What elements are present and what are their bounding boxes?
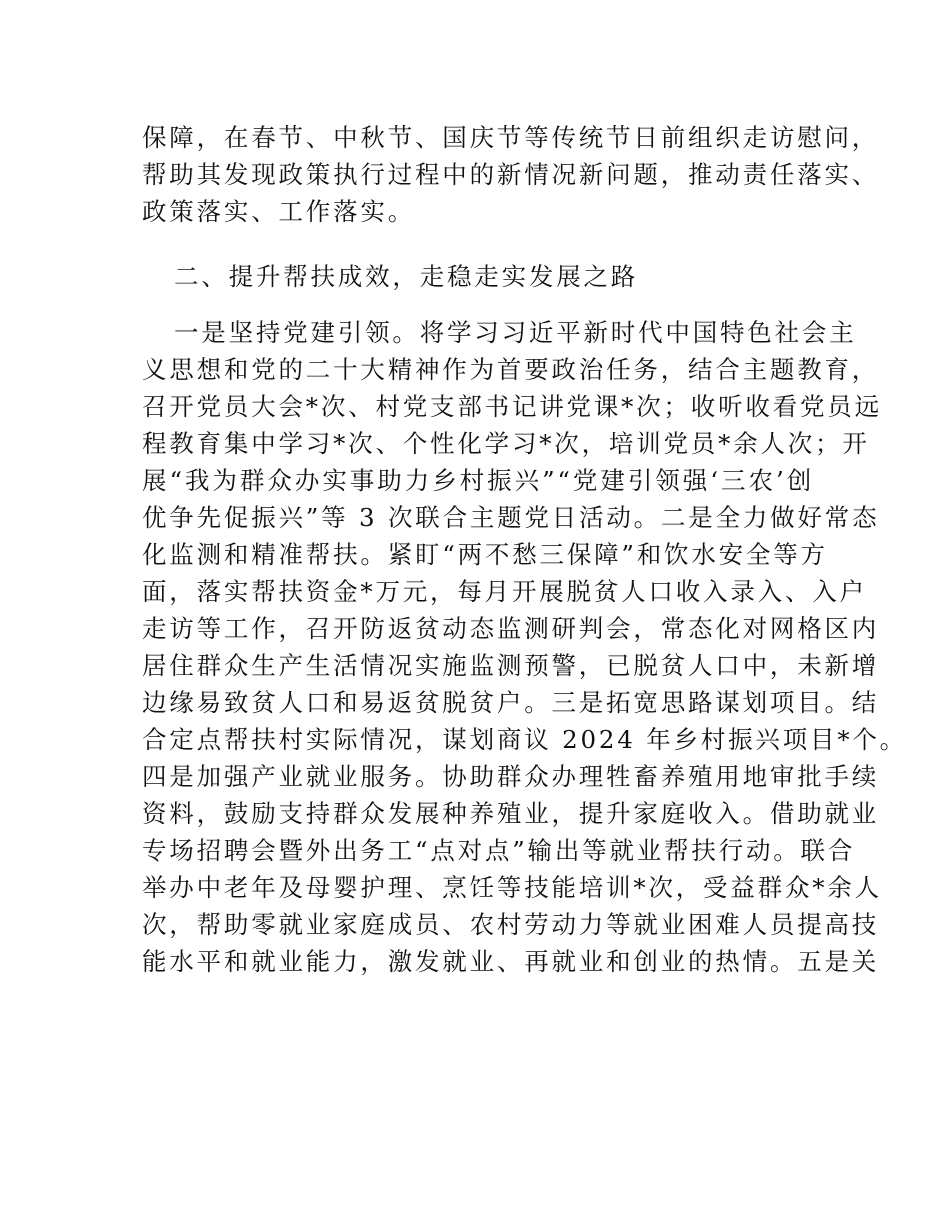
text-line: 优争先促振兴”等 3 次联合主题党日活动。二是全力做好常态 [142, 503, 880, 532]
section-heading [174, 258, 846, 295]
text-line: 专场招聘会暨外出务工“点对点”输出等就业帮扶行动。联合 [142, 836, 856, 865]
text-line: 义思想和党的二十大精神作为首要政治任务，结合主题教育， [142, 355, 880, 384]
text-line: 走访等工作，召开防返贫动态监测研判会，常态化对网格区内 [142, 614, 880, 643]
paragraph-body [142, 314, 907, 980]
text-line: 化监测和精准帮扶。紧盯“两不愁三保障”和饮水安全等方 [142, 540, 828, 569]
text-line: 四是加强产业就业服务。协助群众办理牲畜养殖用地审批手续 [142, 762, 880, 791]
text-line: 边缘易致贫人口和易返贫脱贫户。三是拓宽思路谋划项目。结 [142, 688, 880, 717]
text-line: 展“我为群众办实事助力乡村振兴”“党建引领强‘三农’创 [142, 466, 814, 495]
text-line: 政策落实、工作落实。 [142, 197, 415, 226]
text-line: 程教育集中学习*次、个性化学习*次，培训党员*余人次；开 [142, 429, 870, 458]
text-line: 居住群众生产生活情况实施监测预警，已脱贫人口中，未新增 [142, 651, 880, 680]
text-line: 举办中老年及母婴护理、烹饪等技能培训*次，受益群众*余人 [142, 873, 882, 902]
text-line: 帮助其发现政策执行过程中的新情况新问题，推动责任落实、 [142, 160, 880, 189]
text-line: 资料，鼓励支持群众发展种养殖业，提升家庭收入。借助就业 [142, 799, 880, 828]
text-line: 召开党员大会*次、村党支部书记讲党课*次；收听收看党员远 [142, 392, 882, 421]
heading-text: 二、提升帮扶成效，走稳走实发展之路 [174, 262, 639, 291]
text-line: 保障，在春节、中秋节、国庆节等传统节日前组织走访慰问， [142, 123, 880, 152]
text-line: 次，帮助零就业家庭成员、农村劳动力等就业困难人员提高技 [142, 910, 880, 939]
paragraph-continued [142, 119, 880, 230]
text-line: 面，落实帮扶资金*万元，每月开展脱贫人口收入录入、入户 [142, 577, 867, 606]
text-line: 一是坚持党建引领。将学习习近平新时代中国特色社会主 [174, 318, 857, 347]
text-line: 能水平和就业能力，激发就业、再就业和创业的热情。五是关 [142, 947, 880, 976]
text-line: 合定点帮扶村实际情况，谋划商议 2024 年乡村振兴项目*个。 [142, 725, 907, 754]
